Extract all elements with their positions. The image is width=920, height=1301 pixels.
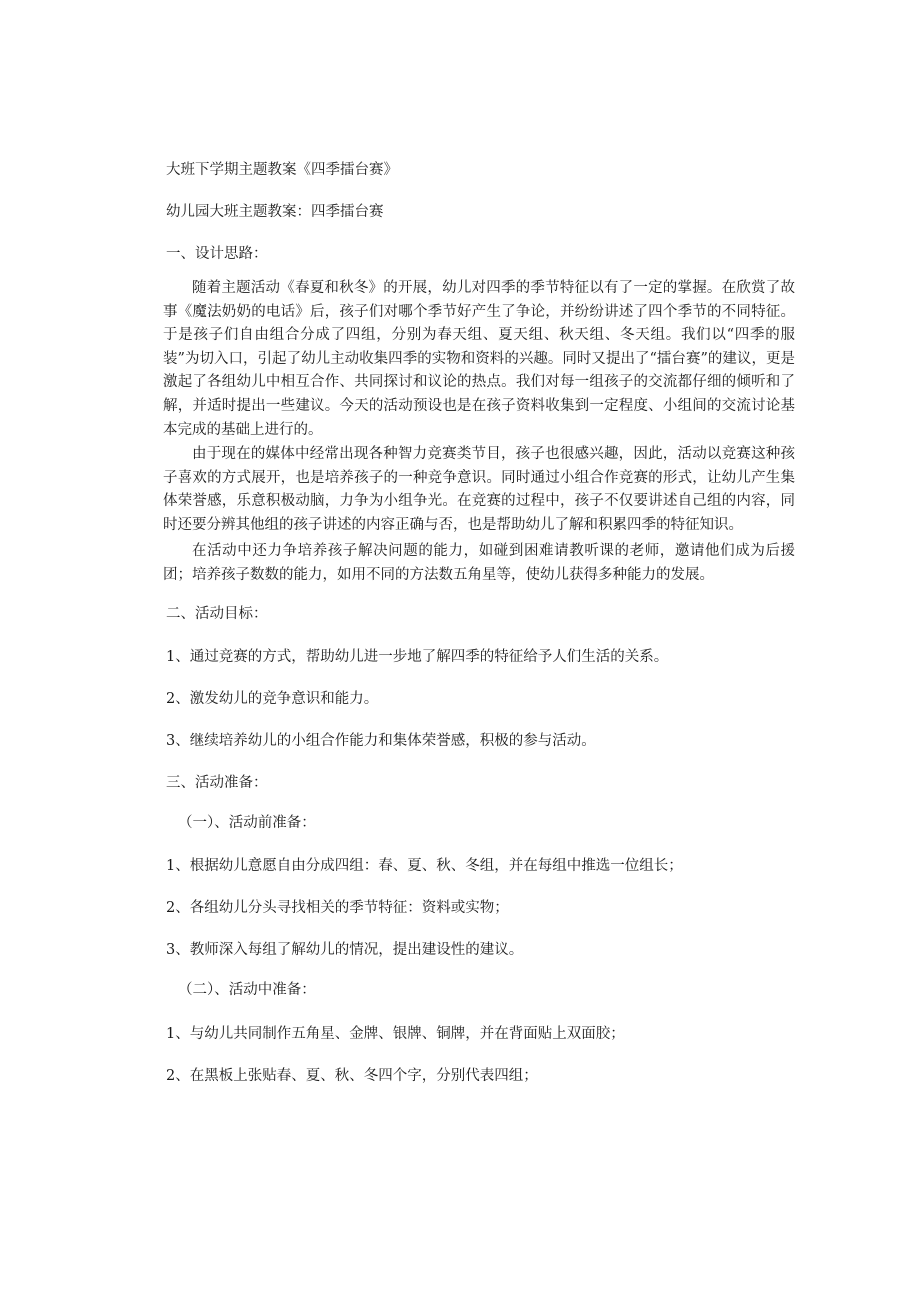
goal-item: 2、激发幼儿的竞争意识和能力。	[166, 691, 379, 707]
prep-before-item: 2、各组幼儿分头寻找相关的季节特征：资料或实物；	[166, 900, 509, 916]
paragraph-design-2: 由于现在的媒体中经常出现各种智力竞赛类节目，孩子也很感兴趣，因此，活动以竞赛这种孩子喜欢的方式展开，也是培养孩子的一种竞争意识。同时通过小组合作竞赛的形式，让幼儿产生集体荣誉感，乐意积极动脑，力争为小组争光。在竞赛的过程中，孩子不仅要讲述自己组的内容，同时还要分辨其他组的孩子讲述的内容正确与否，也是帮助幼儿了解和积累四季的特征知识。	[163, 446, 795, 533]
prep-during-item: 1、与幼儿共同制作五角星、金牌、银牌、铜牌，并在背面贴上双面胶；	[166, 1026, 625, 1042]
section-heading-preparation: 三、活动准备：	[166, 775, 268, 791]
paragraph-design-1: 随着主题活动《春夏和秋冬》的开展，幼儿对四季的季节特征以有了一定的掌握。在欣赏了故事《魔法奶奶的电话》后，孩子们对哪个季节好产生了争论，并纷纷讲述了四个季节的不同特征。于是孩子们自由组合分成了四组，分别为春天组、夏天组、秋天组、冬天组。我们以“四季的服装”为切入口，引起了幼儿主动收集四季的实物和资料的兴趣。同时又提出了“擂台赛”的建议，更是激起了各组幼儿中相互合作、共同探讨和议论的热点。我们对每一组孩子的交流都仔细的倾听和了解，并适时提出一些建议。今天的活动预设也是在孩子资料收集到一定程度、小组间的交流讨论基本完成的基础上进行的。	[163, 280, 795, 438]
paragraph-design-3: 在活动中还力争培养孩子解决问题的能力，如碰到困难请教听课的老师，邀请他们成为后援团；培养孩子数数的能力，如用不同的方法数五角星等，使幼儿获得多种能力的发展。	[163, 543, 795, 583]
subheading-prep-during: （二）、活动中准备：	[178, 982, 316, 998]
prep-before-item: 1、根据幼儿意愿自由分成四组：春、夏、秋、冬组，并在每组中推选一位组长；	[166, 858, 683, 874]
section-heading-design: 一、设计思路：	[166, 246, 268, 262]
section-heading-goals: 二、活动目标：	[166, 606, 268, 622]
subheading-prep-before: （一）、活动前准备：	[178, 815, 316, 831]
goal-item: 3、继续培养幼儿的小组合作能力和集体荣誉感，积极的参与活动。	[166, 733, 596, 749]
goal-item: 1、通过竞赛的方式，帮助幼儿进一步地了解四季的特征给予人们生活的关系。	[166, 649, 669, 665]
document-subtitle: 幼儿园大班主题教案：四季擂台赛	[166, 204, 384, 220]
prep-during-item: 2、在黑板上张贴春、夏、秋、冬四个字，分别代表四组；	[166, 1068, 538, 1084]
document-title: 大班下学期主题教案《四季擂台赛》	[166, 162, 398, 178]
prep-before-item: 3、教师深入每组了解幼儿的情况，提出建设性的建议。	[166, 942, 524, 958]
